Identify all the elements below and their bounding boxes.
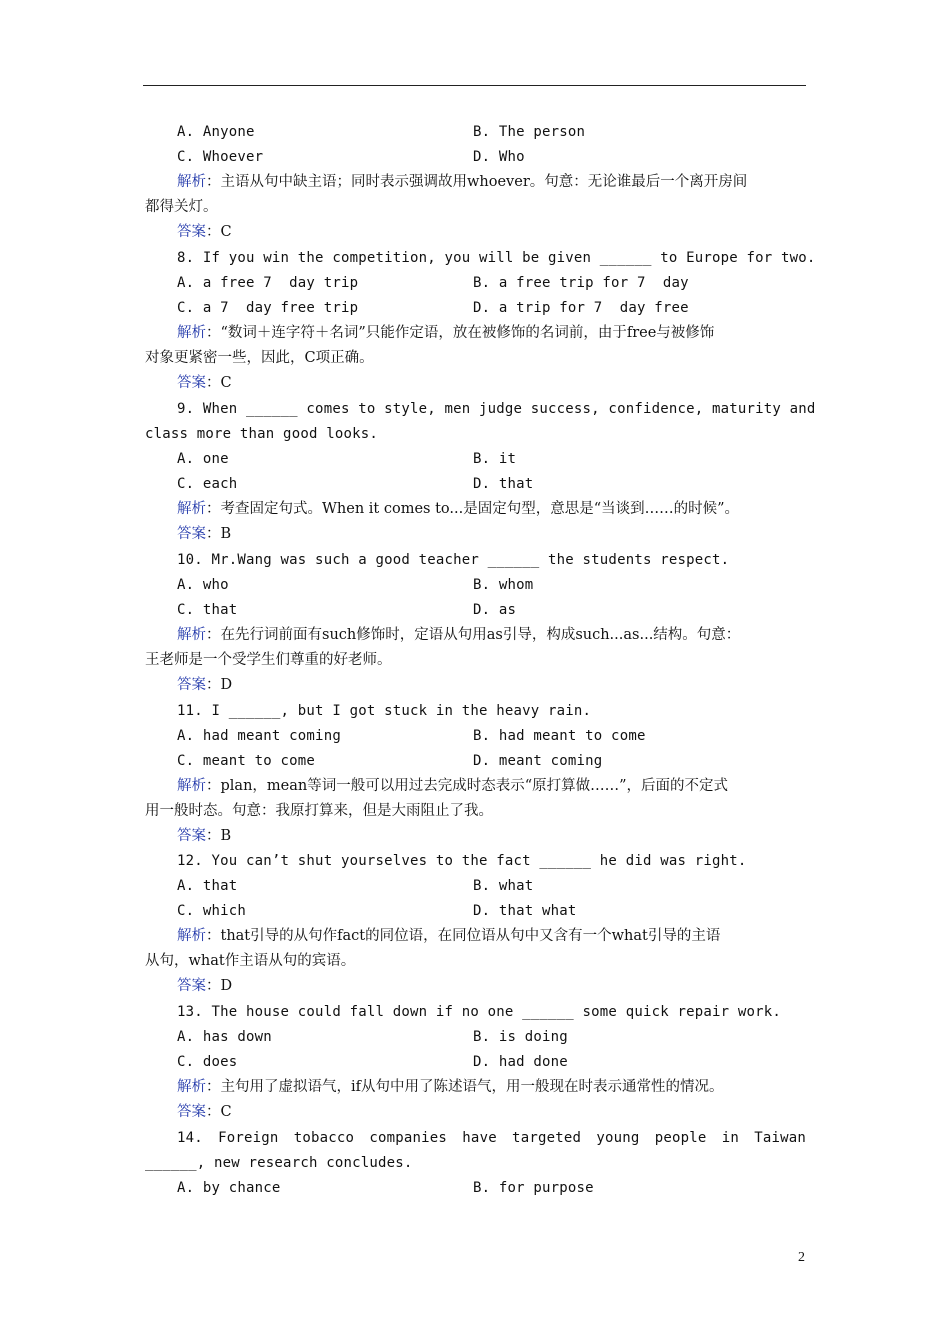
answer-label: 答案 (177, 526, 206, 542)
q9-option-a: A. one (177, 451, 229, 467)
q12-answer: 答案：D (177, 978, 233, 994)
page-number: 2 (798, 1250, 805, 1265)
q12-explanation-line1: 解析：that引导的从句作fact的同位语，在同位语从句中又含有一个what引导的主语 (177, 928, 721, 944)
q9-stem-line2: class more than good looks. (145, 426, 378, 442)
q11-stem: 11. I ______, but I got stuck in the heavy rain. (177, 703, 592, 719)
q13-option-d: D. had done (473, 1054, 568, 1070)
q10-answer: 答案：D (177, 677, 233, 693)
q12-option-a: A. that (177, 878, 238, 894)
q11-answer: 答案：B (177, 828, 232, 844)
q8-option-c: C. a 7 day free trip (177, 300, 359, 316)
q10-option-a: A. who (177, 577, 229, 593)
q13-option-a: A. has down (177, 1029, 272, 1045)
q11-option-a: A. had meant coming (177, 728, 341, 744)
explanation-label: 解析 (177, 325, 206, 341)
q8-option-d: D. a trip for 7 day free (473, 300, 689, 316)
q13-option-c: C. does (177, 1054, 238, 1070)
explanation-label: 解析 (177, 627, 206, 643)
q7-option-a: A. Anyone (177, 124, 255, 140)
answer-label: 答案 (177, 828, 206, 844)
q12-option-b: B. what (473, 878, 534, 894)
answer-label: 答案 (177, 1104, 206, 1120)
q9-option-d: D. that (473, 476, 534, 492)
q8-answer: 答案：C (177, 375, 232, 391)
q8-explanation-line2: 对象更紧密一些，因此，C项正确。 (145, 350, 374, 366)
q10-option-d: D. as (473, 602, 517, 618)
q12-option-c: C. which (177, 903, 247, 919)
q7-explanation-line1: 解析：主语从句中缺主语；同时表示强调故用whoever。句意：无论谁最后一个离开房间 (177, 174, 748, 190)
explanation-label: 解析 (177, 1079, 206, 1095)
q10-explanation-line1: 解析：在先行词前面有such修饰时，定语从句用as引导，构成such...as...结构。句意： (177, 627, 741, 643)
q14-option-b: B. for purpose (473, 1180, 594, 1196)
header-rule (143, 85, 806, 86)
q11-option-b: B. had meant to come (473, 728, 646, 744)
q7-option-b: B. The person (473, 124, 586, 140)
q10-option-b: B. whom (473, 577, 534, 593)
q9-stem-line1: 9. When ______ comes to style, men judge success, confidence, maturity and (177, 401, 816, 417)
q7-option-c: C. Whoever (177, 149, 264, 165)
q12-explanation-line2: 从句，what作主语从句的宾语。 (145, 953, 356, 969)
q13-option-b: B. is doing (473, 1029, 568, 1045)
answer-label: 答案 (177, 224, 206, 240)
q10-stem: 10. Mr.Wang was such a good teacher ______ the students respect. (177, 552, 730, 568)
answer-label: 答案 (177, 978, 206, 994)
q8-option-a: A. a free 7 day trip (177, 275, 359, 291)
q11-explanation-line2: 用一般时态。句意：我原打算来，但是大雨阻止了我。 (145, 803, 493, 819)
explanation-label: 解析 (177, 174, 206, 190)
q8-option-b: B. a free trip for 7 day (473, 275, 689, 291)
answer-label: 答案 (177, 375, 206, 391)
q9-answer: 答案：B (177, 526, 232, 542)
q10-explanation-line2: 王老师是一个受学生们尊重的好老师。 (145, 652, 392, 668)
q14-stem-line1: 14. Foreign tobacco companies have targeted young people in Taiwan (177, 1130, 806, 1146)
explanation-label: 解析 (177, 928, 206, 944)
q12-stem: 12. You can’t shut yourselves to the fact ______ he did was right. (177, 853, 747, 869)
explanation-label: 解析 (177, 778, 206, 794)
q7-explanation-line2: 都得关灯。 (145, 199, 218, 215)
q7-answer: 答案：C (177, 224, 232, 240)
q9-explanation-line1: 解析：考查固定句式。When it comes to...是固定句型，意思是“当谈到……的时候”。 (177, 501, 740, 517)
q10-option-c: C. that (177, 602, 238, 618)
q9-option-b: B. it (473, 451, 517, 467)
answer-label: 答案 (177, 677, 206, 693)
q14-stem-line2: ______, new research concludes. (145, 1155, 413, 1171)
q11-explanation-line1: 解析：plan，mean等词一般可以用过去完成时态表示“原打算做……”，后面的不定式 (177, 778, 729, 794)
q13-explanation-line1: 解析：主句用了虚拟语气，if从句中用了陈述语气，用一般现在时表示通常性的情况。 (177, 1079, 724, 1095)
q11-option-d: D. meant coming (473, 753, 603, 769)
q12-option-d: D. that what (473, 903, 577, 919)
q8-explanation-line1: 解析：“数词＋连字符＋名词”只能作定语，放在被修饰的名词前，由于free与被修饰 (177, 325, 715, 341)
q13-answer: 答案：C (177, 1104, 232, 1120)
explanation-label: 解析 (177, 501, 206, 517)
q9-option-c: C. each (177, 476, 238, 492)
q13-stem: 13. The house could fall down if no one ______ some quick repair work. (177, 1004, 782, 1020)
q11-option-c: C. meant to come (177, 753, 316, 769)
q7-option-d: D. Who (473, 149, 525, 165)
q8-stem: 8. If you win the competition, you will be given ______ to Europe for two. (177, 250, 816, 266)
q14-option-a: A. by chance (177, 1180, 281, 1196)
